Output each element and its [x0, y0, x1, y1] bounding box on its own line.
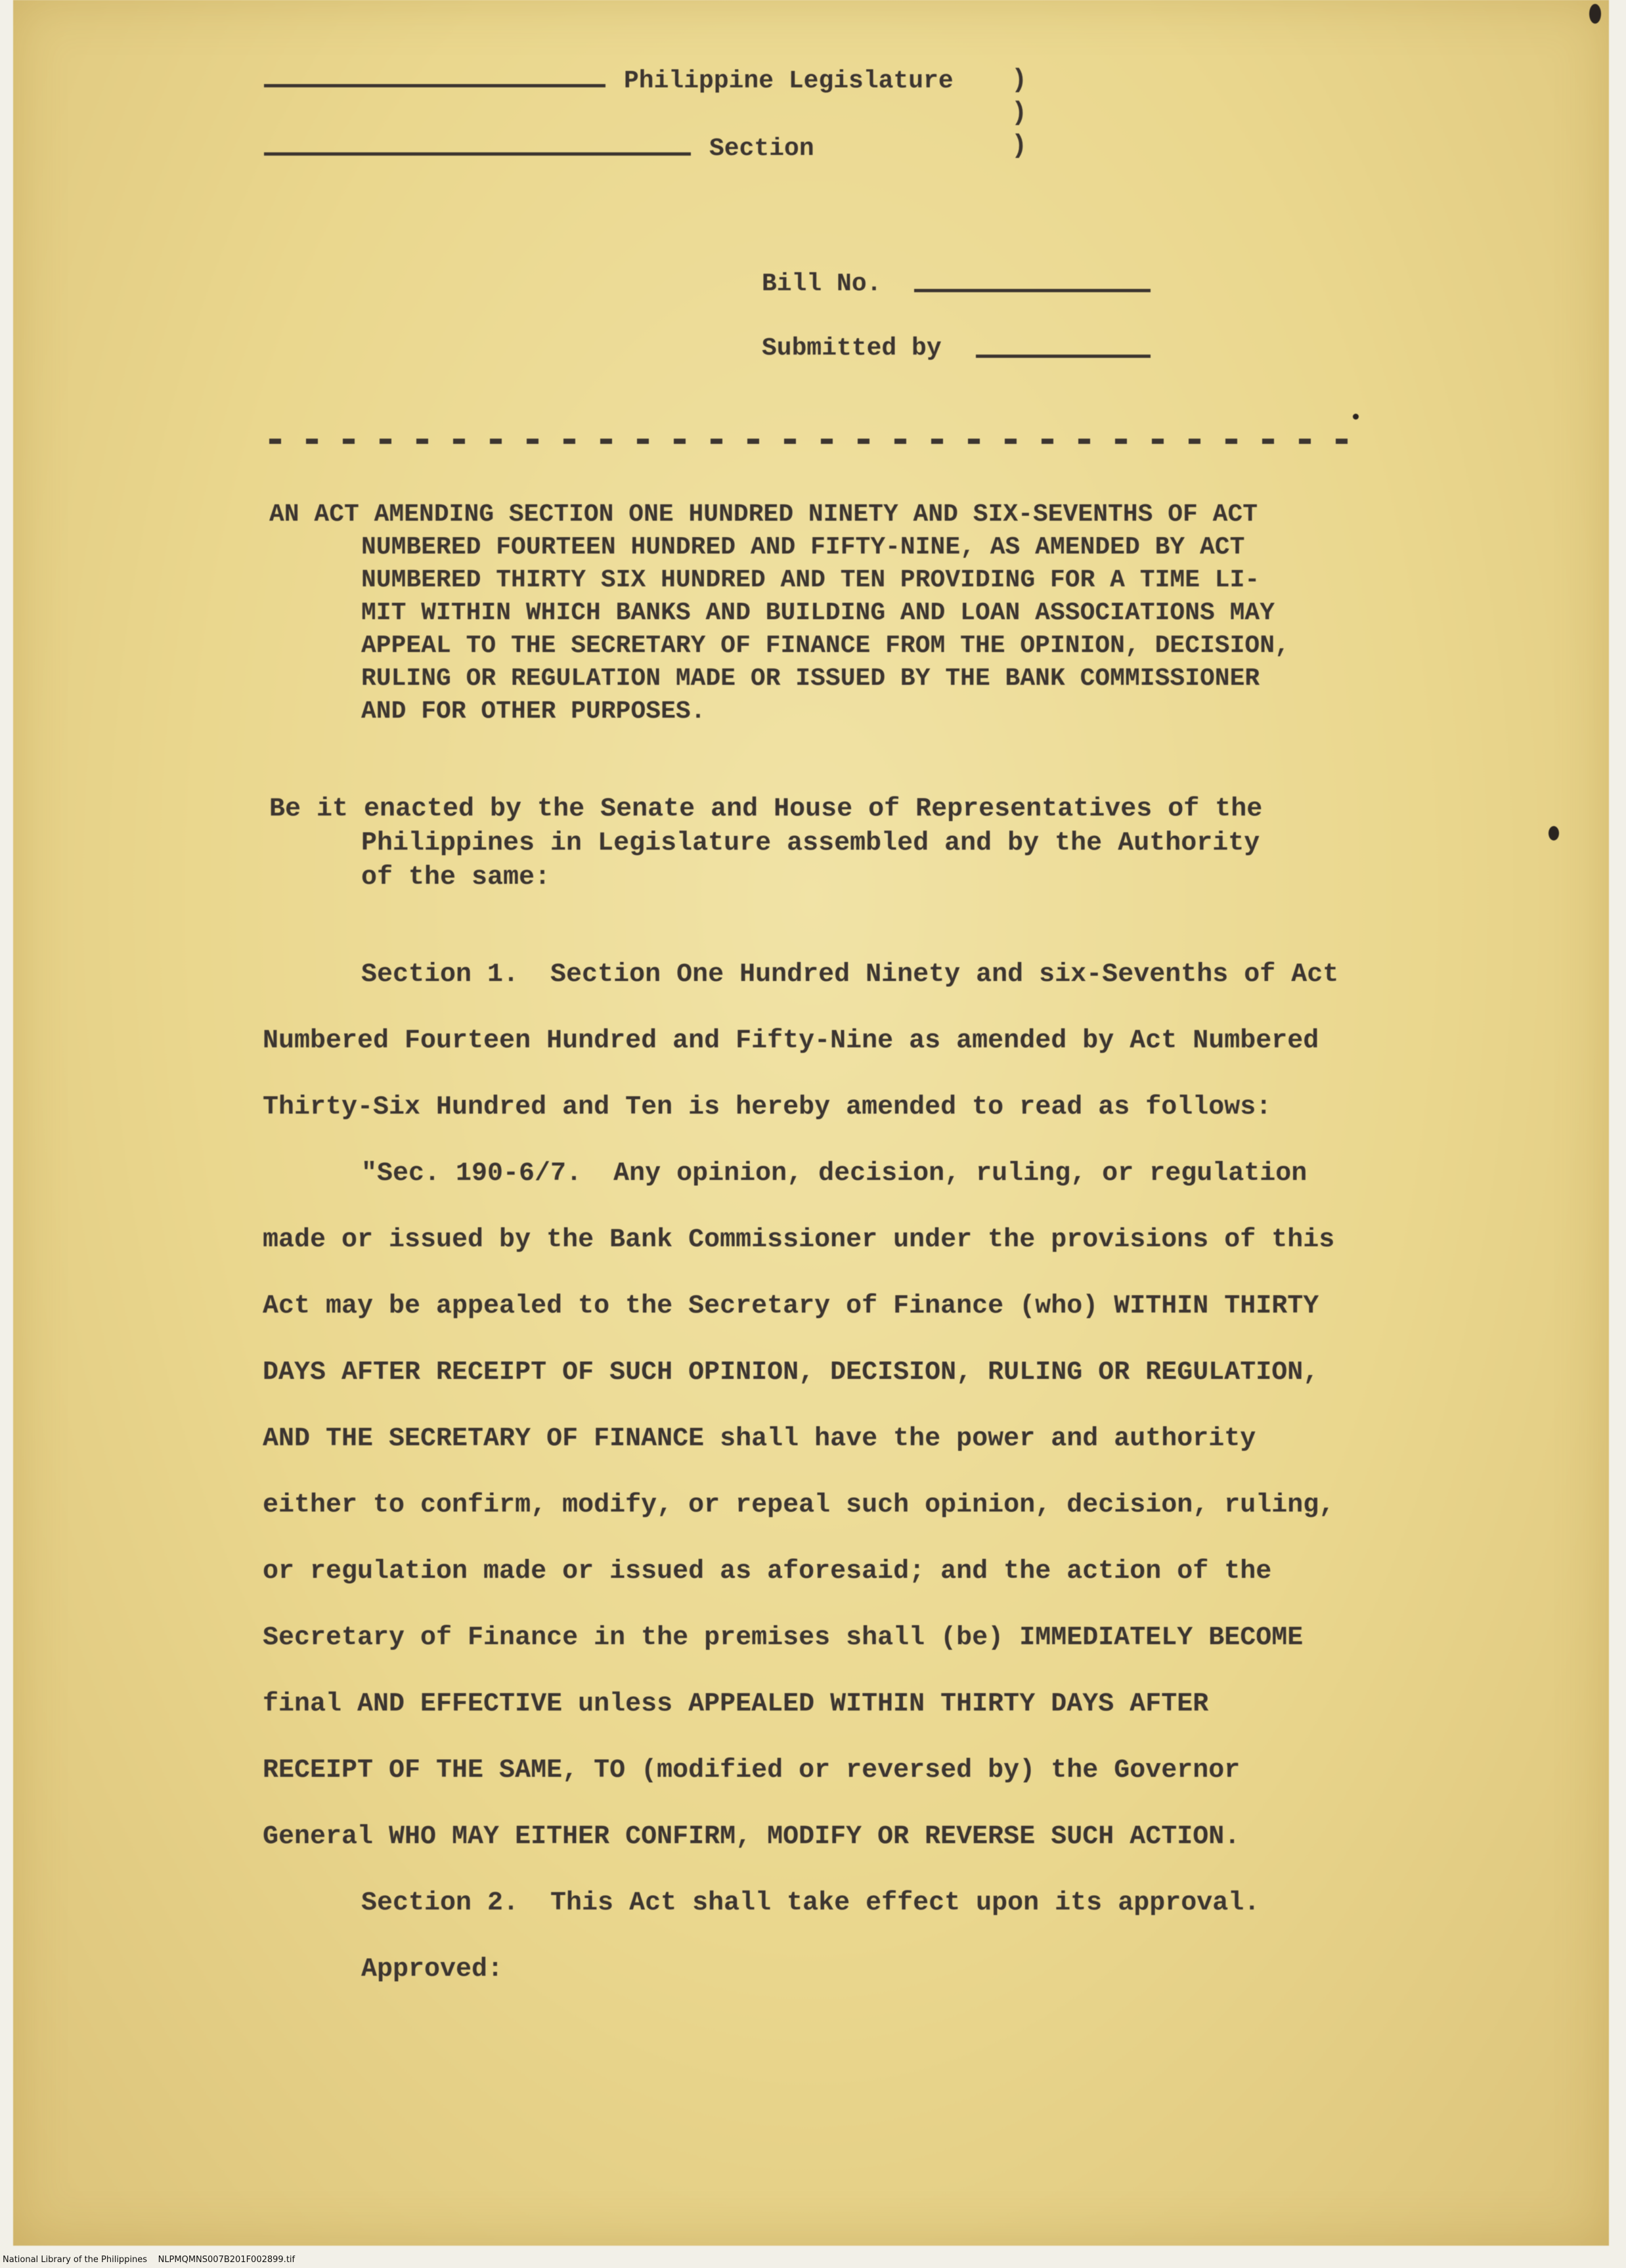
bracket: )	[1011, 98, 1028, 128]
ink-spot	[1549, 826, 1559, 840]
body-line: "Sec. 190-6/7. Any opinion, decision, ruling, or regulation	[361, 1159, 1307, 1189]
body-line: Secretary of Finance in the premises shall (be) IMMEDIATELY BECOME	[263, 1623, 1304, 1653]
title-line: APPEAL TO THE SECRETARY OF FINANCE FROM THE OPINION, DECISION,	[361, 632, 1290, 660]
body-line: Approved:	[361, 1955, 504, 1984]
body-line: either to confirm, modify, or repeal such opinion, decision, ruling,	[263, 1491, 1335, 1520]
submitted-by-label: Submitted by	[762, 334, 942, 362]
title-line: NUMBERED THIRTY SIX HUNDRED AND TEN PROVIDING FOR A TIME LI-	[361, 566, 1260, 594]
title-line: AND FOR OTHER PURPOSES.	[361, 697, 706, 726]
section-blank	[264, 152, 691, 156]
separator-dashes	[269, 439, 1373, 444]
archive-footer: National Library of the Philippines NLPMQMNS007B201F002899.tif	[3, 2255, 296, 2265]
document-page	[13, 0, 1609, 2246]
legislature-label: Philippine Legislature	[624, 67, 954, 95]
body-line: made or issued by the Bank Commissioner under the provisions of this	[263, 1225, 1335, 1255]
bracket: )	[1011, 131, 1028, 161]
body-line: final AND EFFECTIVE unless APPEALED WITHIN THIRTY DAYS AFTER	[263, 1690, 1209, 1719]
body-line: Numbered Fourteen Hundred and Fifty-Nine as amended by Act Numbered	[263, 1026, 1319, 1056]
title-line: MIT WITHIN WHICH BANKS AND BUILDING AND LOAN ASSOCIATIONS MAY	[361, 599, 1275, 627]
body-line: General WHO MAY EITHER CONFIRM, MODIFY OR REVERSE SUCH ACTION.	[263, 1822, 1241, 1852]
legislature-blank	[264, 84, 605, 87]
body-line: RECEIPT OF THE SAME, TO (modified or reversed by) the Governor	[263, 1756, 1241, 1785]
body-line: AND THE SECRETARY OF FINANCE shall have the power and authority	[263, 1424, 1256, 1454]
bill-no-label: Bill No.	[762, 270, 882, 298]
title-line: NUMBERED FOURTEEN HUNDRED AND FIFTY-NINE, AS AMENDED BY ACT	[361, 533, 1245, 561]
bracket: )	[1011, 66, 1028, 95]
title-line: AN ACT AMENDING SECTION ONE HUNDRED NINETY AND SIX-SEVENTHS OF ACT	[269, 500, 1258, 529]
enacting-line: Philippines in Legislature assembled and by the Authority	[361, 829, 1260, 858]
enacting-line: Be it enacted by the Senate and House of Representatives of the	[269, 795, 1263, 824]
ink-dot	[1353, 414, 1359, 420]
body-line: DAYS AFTER RECEIPT OF SUCH OPINION, DECISION, RULING OR REGULATION,	[263, 1358, 1319, 1387]
submitted-by-blank	[976, 355, 1151, 358]
body-line: Section 1. Section One Hundred Ninety and six-Sevenths of Act	[361, 960, 1339, 990]
body-line: Act may be appealed to the Secretary of Finance (who) WITHIN THIRTY	[263, 1292, 1319, 1321]
section-label: Section	[709, 135, 814, 163]
body-line: Thirty-Six Hundred and Ten is hereby amended to read as follows:	[263, 1093, 1272, 1122]
title-line: RULING OR REGULATION MADE OR ISSUED BY THE BANK COMMISSIONER	[361, 665, 1260, 693]
body-line: or regulation made or issued as aforesaid; and the action of the	[263, 1557, 1272, 1586]
body-line: Section 2. This Act shall take effect upon its approval.	[361, 1888, 1260, 1918]
bill-no-blank	[914, 289, 1151, 292]
ink-spot	[1589, 4, 1601, 24]
enacting-line: of the same:	[361, 863, 551, 892]
